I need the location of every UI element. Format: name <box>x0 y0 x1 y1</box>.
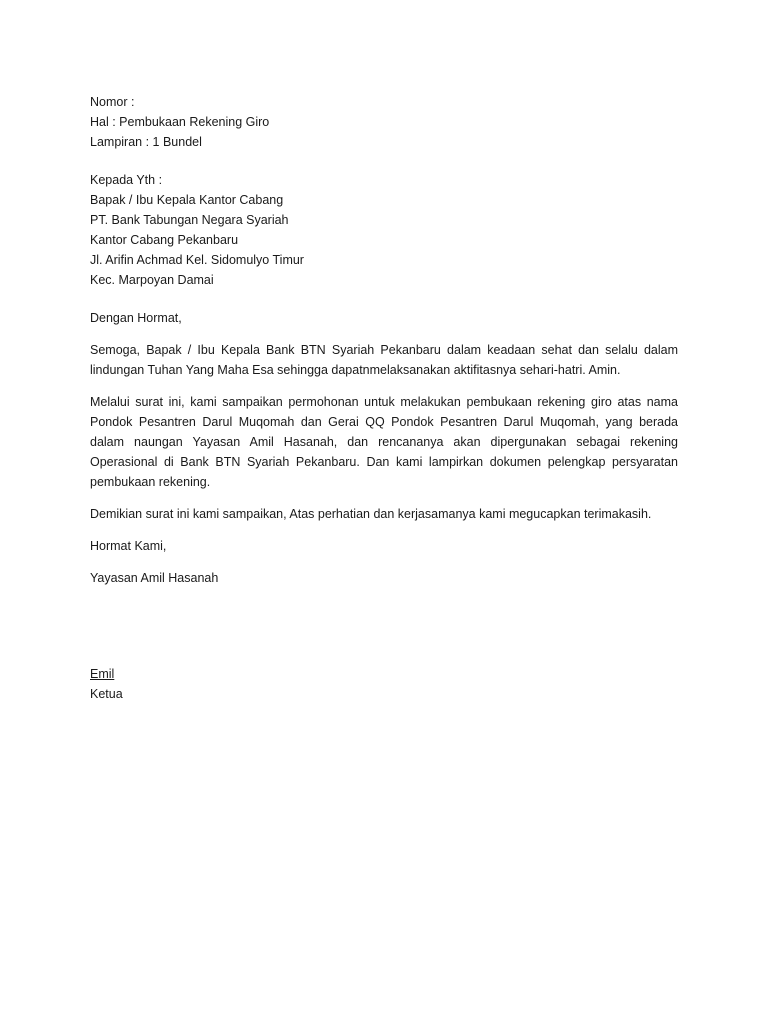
letter-subject: Hal : Pembukaan Rekening Giro <box>90 115 270 129</box>
letter-attachment: Lampiran : 1 Bundel <box>90 135 202 149</box>
signer-name: Emil <box>90 667 115 681</box>
signature-organization: Yayasan Amil Hasanah <box>90 571 219 585</box>
recipient-line: Jl. Arifin Achmad Kel. Sidomulyo Timur <box>90 253 304 267</box>
recipient-line: Kantor Cabang Pekanbaru <box>90 233 239 247</box>
opening-paragraph: Semoga, Bapak / Ibu Kepala Bank BTN Syariah Pekanbaru dalam keadaan sehat dan selalu dalam lindungan Tuhan Yang Maha Esa sehingga dapatnmelaksanakan aktifitasnya sehari-hatri. Amin. <box>90 343 678 377</box>
recipient-line: PT. Bank Tabungan Negara Syariah <box>90 213 289 227</box>
greeting: Dengan Hormat, <box>90 311 182 325</box>
recipient-line: Kec. Marpoyan Damai <box>90 273 214 287</box>
closing-paragraph: Demikian surat ini kami sampaikan, Atas perhatian dan kerjasamanya kami megucapkan terimakasih. <box>90 507 652 521</box>
recipient-line: Bapak / Ibu Kepala Kantor Cabang <box>90 193 284 207</box>
signer-title: Ketua <box>90 687 123 701</box>
letter-body <box>90 92 678 704</box>
letter-number: Nomor : <box>90 95 135 109</box>
request-paragraph: Melalui surat ini, kami sampaikan permohonan untuk melakukan pembukaan rekening giro atas nama Pondok Pesantren Darul Muqomah dan Gerai QQ Pondok Pesantren Darul Muqomah, yang berada dalam naungan Yayasan Amil Hasanah, dan rencananya akan dipergunakan sebagai rekening Operasional di Bank BTN Syariah Pekanbaru. Dan kami lampirkan dokumen pelengkap persyaratan pembukaan rekening. <box>90 395 678 489</box>
recipient-heading: Kepada Yth : <box>90 173 163 187</box>
signature-salutation: Hormat Kami, <box>90 539 167 553</box>
